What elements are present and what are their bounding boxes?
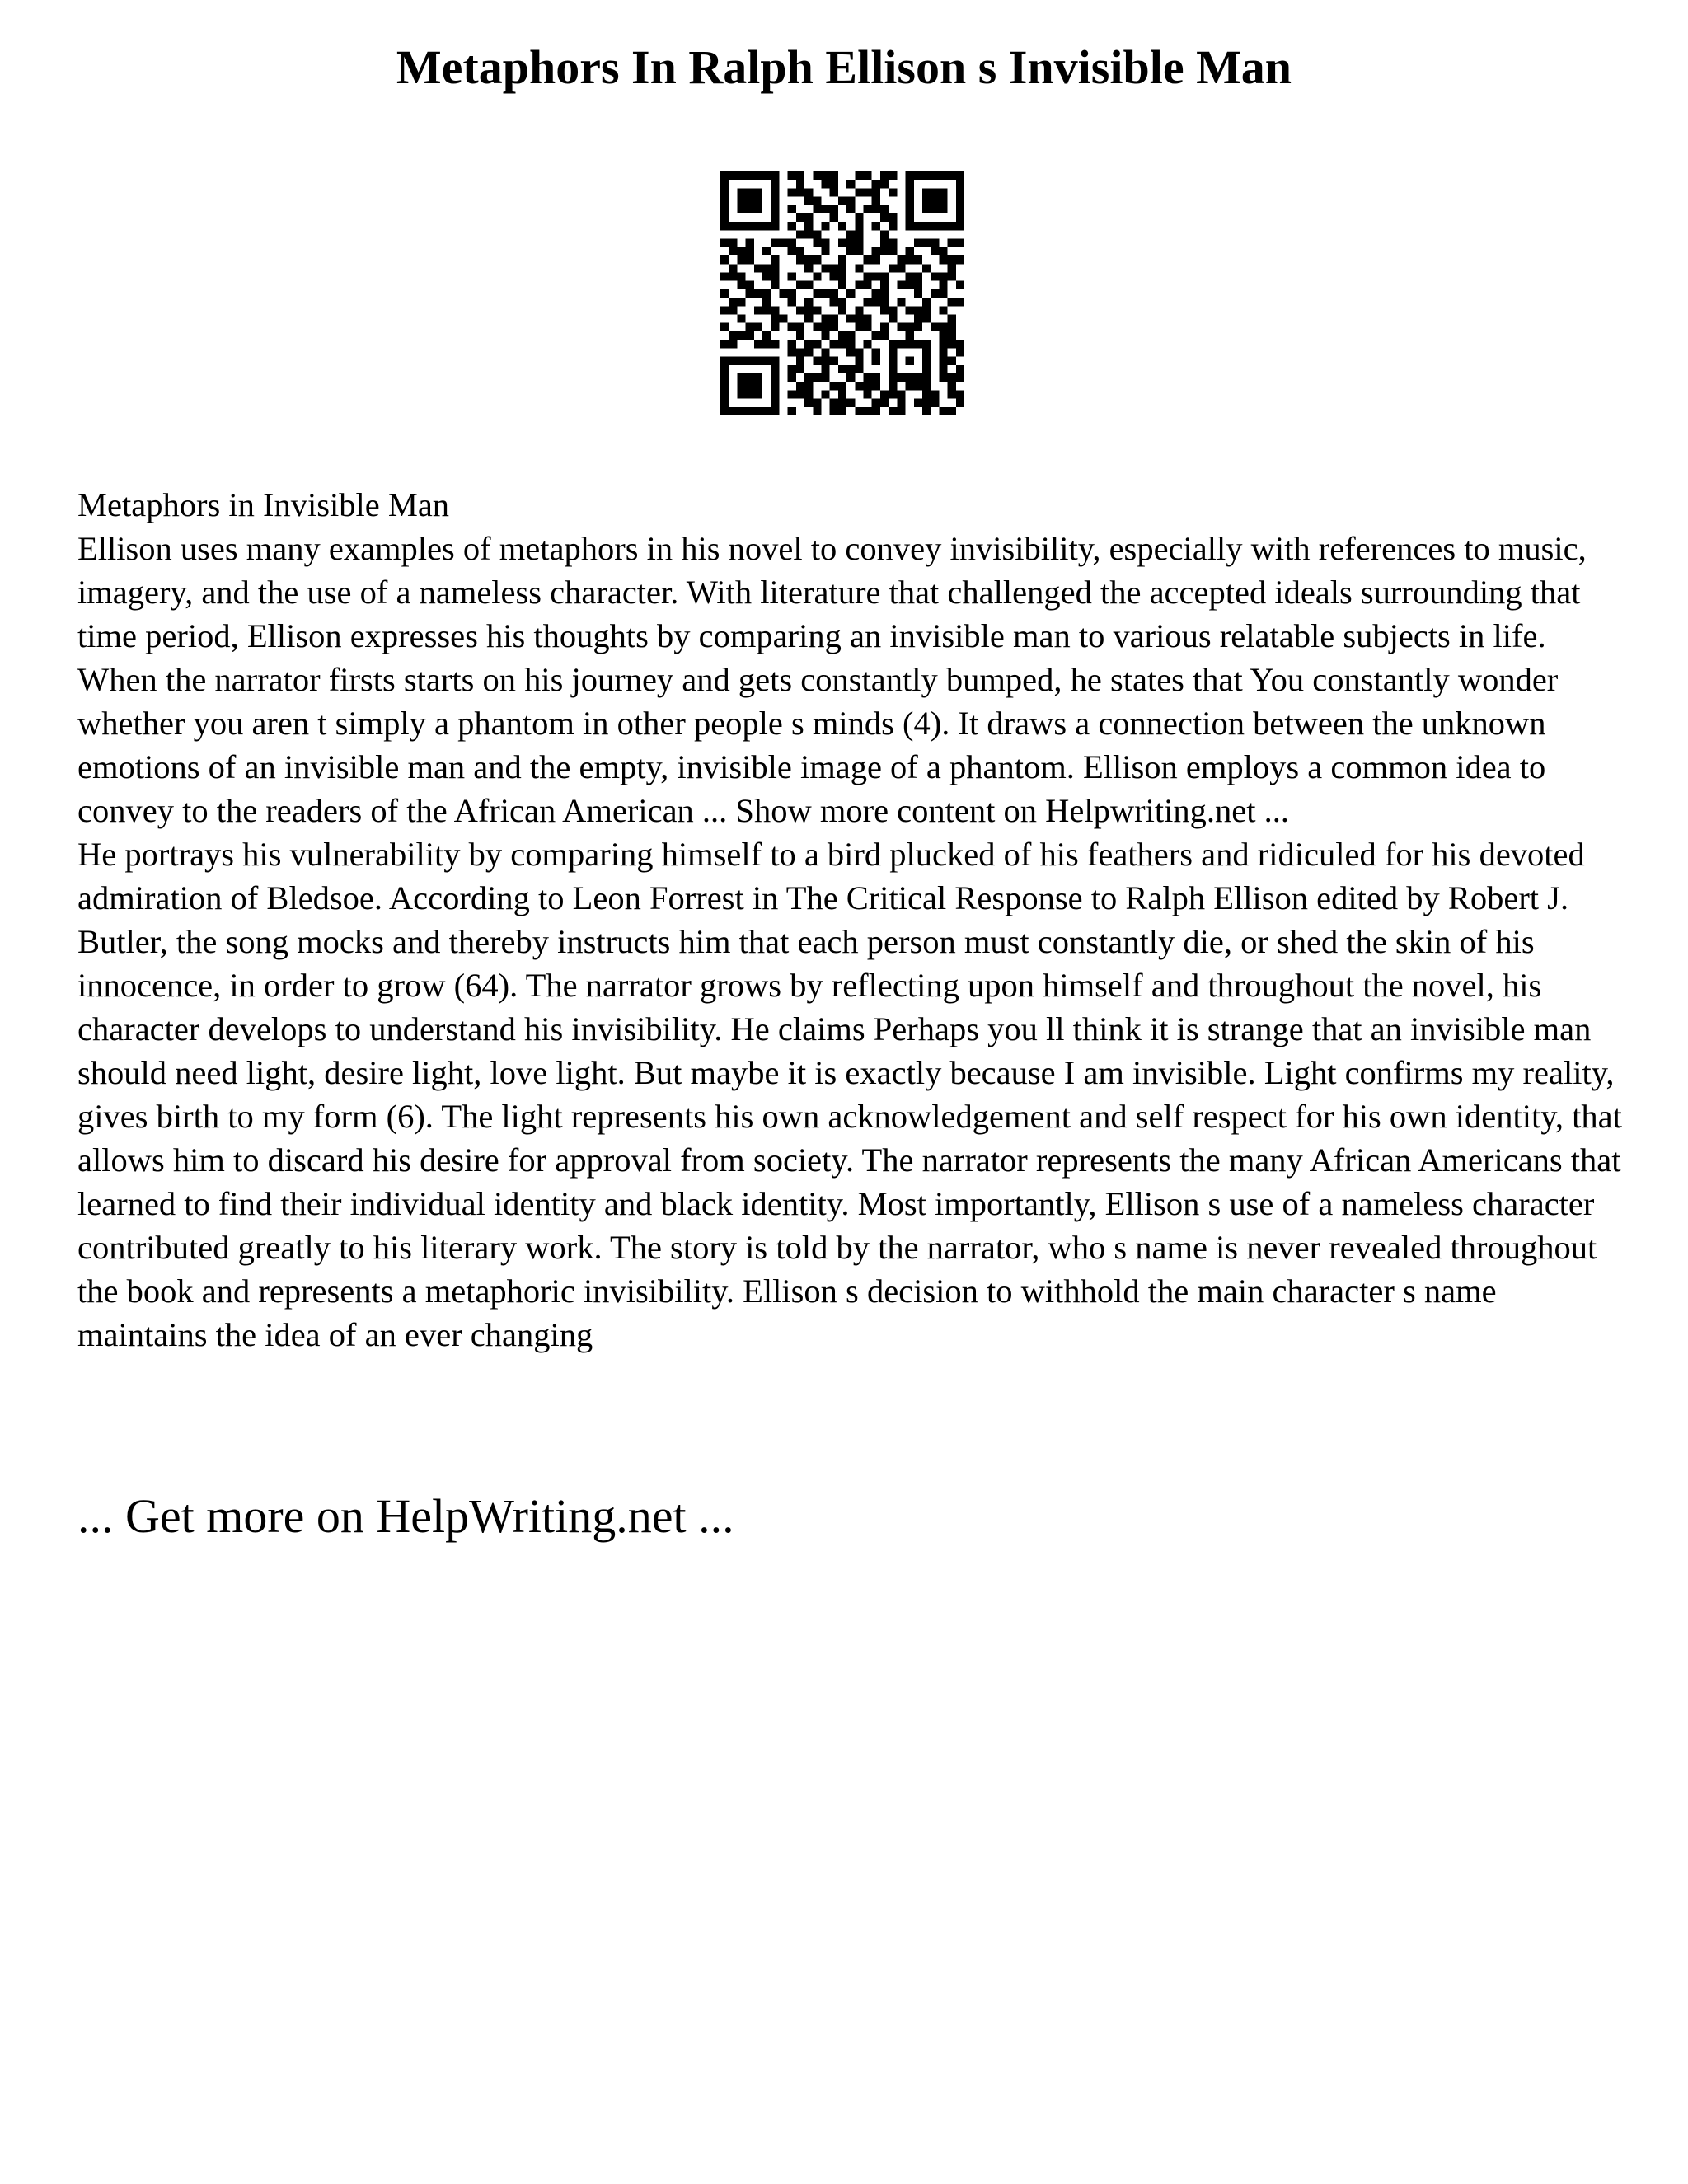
qr-code: [720, 171, 964, 415]
article-body: [77, 483, 1627, 1357]
article-paragraph: Ellison uses many examples of metaphors in his novel to convey invisibility, especially with references to music, imagery, and the use of a nameless character. With literature that challenged the accepted ideals surrounding that time period, Ellison expresses his thoughts by comparing an invisible man to various relatable subjects in life. When the narrator firsts starts on his journey and gets constantly bumped, he states that You constantly wonder whether you aren t simply a phantom in other people s minds (4). It draws a connection between the unknown emotions of an invisible man and the empty, invisible image of a phantom. Ellison employs a common idea to convey to the readers of the African American ... Show more content on Helpwriting.net ...: [77, 530, 1587, 829]
article-subheading: Metaphors in Invisible Man: [77, 486, 450, 523]
qr-code-icon: [720, 171, 964, 415]
article-paragraph: He portrays his vulnerability by comparing himself to a bird plucked of his feathers and ridiculed for his devoted admiration of Bledsoe. According to Leon Forrest in The Critical Response to Ralph Ellison edited by Robert J. Butler, the song mocks and thereby instructs him that each person must constantly die, or shed the skin of his innocence, in order to grow (64). The narrator grows by reflecting upon himself and throughout the novel, his character develops to understand his invisibility. He claims Perhaps you ll think it is strange that an invisible man should need light, desire light, love light. But maybe it is exactly because I am invisible. Light confirms my reality, gives birth to my form (6). The light represents his own acknowledgement and self respect for his own identity, that allows him to discard his desire for approval from society. The narrator represents the many African Americans that learned to find their individual identity and black identity. Most importantly, Ellison s use of a nameless character contributed greatly to his literary work. The story is told by the narrator, who s name is never revealed throughout the book and represents a metaphoric invisibility. Ellison s decision to withhold the main character s name maintains the idea of an ever changing: [77, 836, 1622, 1353]
page-title: Metaphors In Ralph Ellison s Invisible Man: [396, 40, 1292, 94]
get-more-link[interactable]: ... Get more on HelpWriting.net ...: [77, 1489, 734, 1543]
